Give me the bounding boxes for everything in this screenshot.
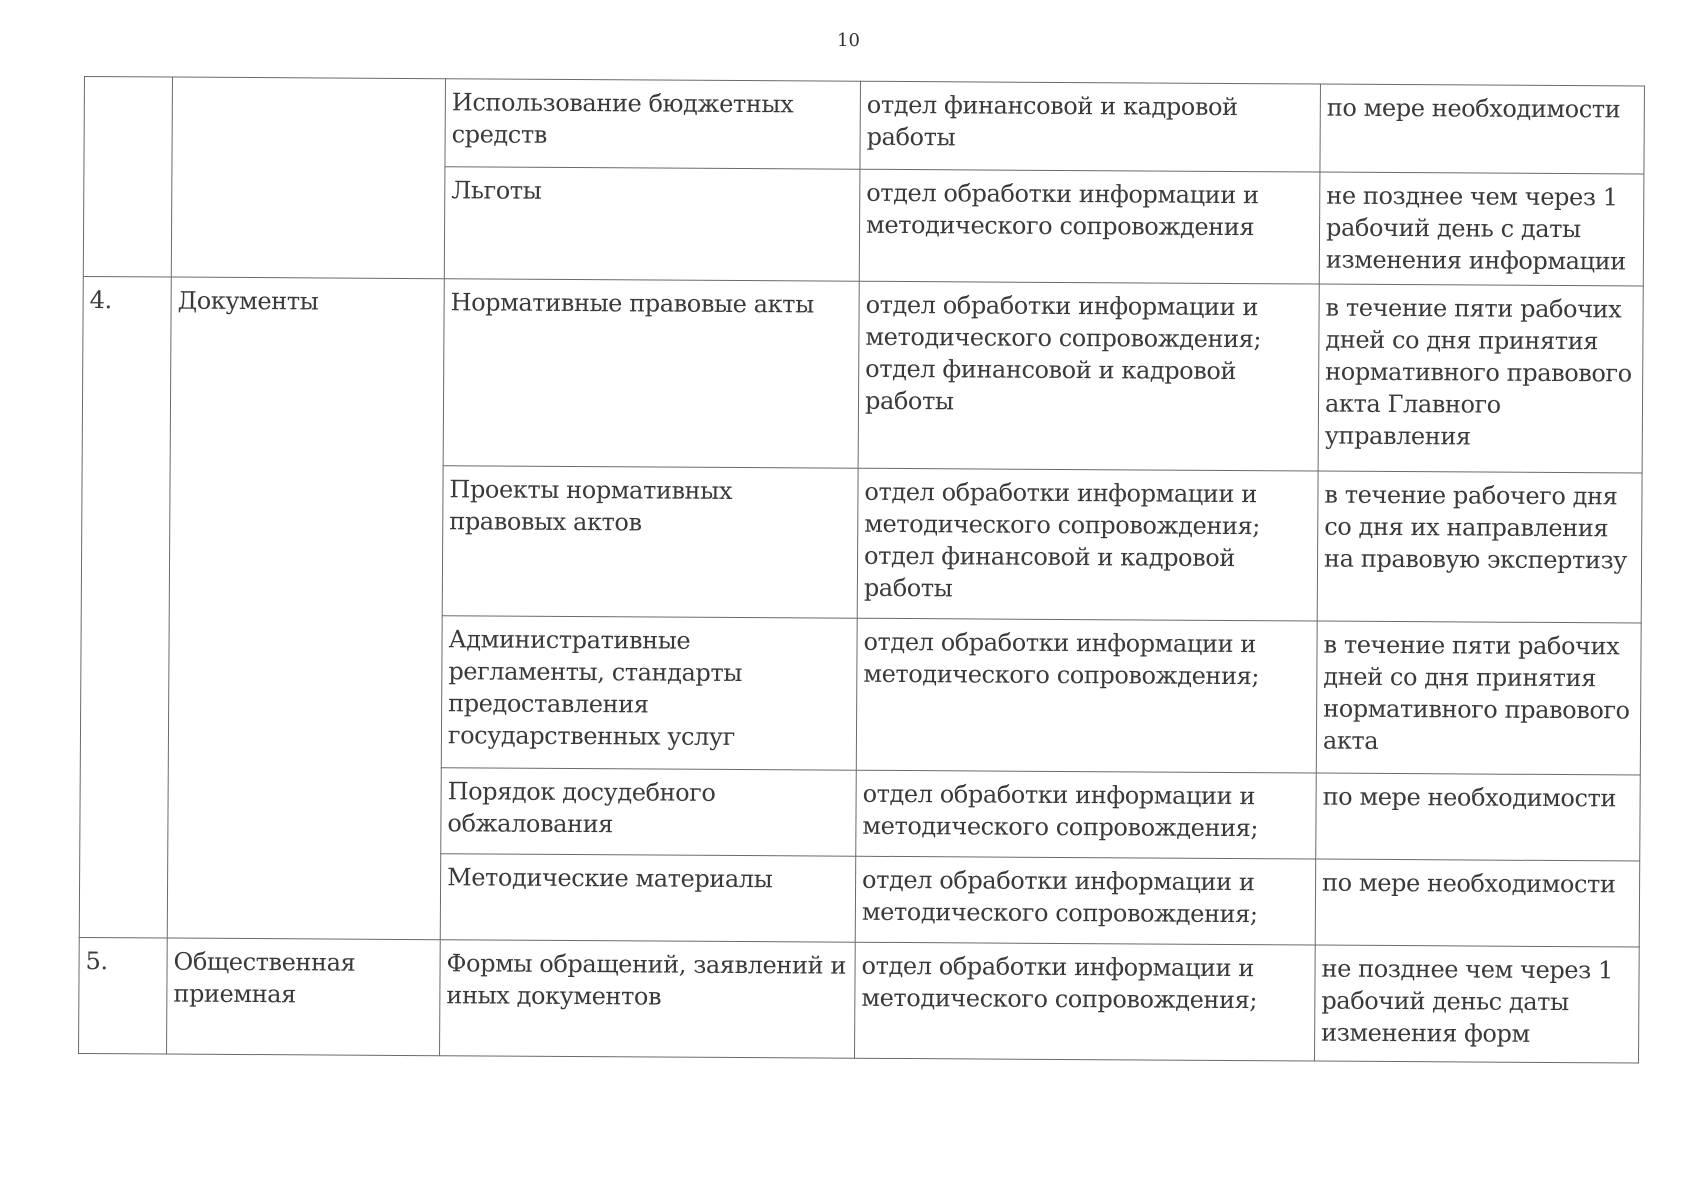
responsible-cell: отдел обработки информации и методического сопровождения; отдел финансовой и кадровой работы [857,468,1318,621]
term-cell: не позднее чем через 1 рабочий день с даты изменения информации [1319,172,1644,286]
term-cell: по мере необходимости [1315,859,1640,947]
responsible-cell: отдел обработки информации и методического сопровождения; [856,770,1317,859]
item-cell: Административные регламенты, стандарты предоставления государственных услуг [441,616,857,771]
section-cell [171,77,445,279]
term-cell: по мере необходимости [1316,773,1641,861]
number-cell: 5. [79,937,168,1054]
table-row [82,276,1643,473]
term-cell: по мере необходимости [1320,84,1645,174]
term-cell: в течение рабочего дня со дня их направления на правовую экспертизу [1317,471,1642,623]
item-cell: Порядок досудебного обжалования [441,768,857,857]
item-cell: Формы обращений, заявлений и иных документов [440,940,856,1059]
item-cell: Льготы [444,167,860,282]
item-cell: Использование бюджетных средств [445,79,861,170]
term-cell: в течение пяти рабочих дней со дня принятия нормативного правового акта Главного управления [1318,284,1643,473]
responsible-cell: отдел обработки информации и методического сопровождения; [855,856,1316,945]
item-cell: Проекты нормативных правовых актов [442,466,858,619]
table-row [84,77,1645,175]
responsible-cell: отдел обработки информации и методического сопровождения [859,169,1320,284]
number-cell: 4. [79,276,171,938]
responsible-cell: отдел обработки информации и методического сопровождения; [856,618,1317,773]
table-row [79,937,1640,1063]
responsible-cell: отдел обработки информации и методического сопровождения; [855,942,1316,1061]
term-cell: в течение пяти рабочих дней со дня принятия нормативного правового акта [1316,621,1641,775]
section-cell: Документы [167,277,444,940]
item-cell: Методические материалы [440,854,856,943]
term-cell: не позднее чем через 1 рабочий деньс даты изменения форм [1315,945,1640,1063]
responsible-cell: отдел обработки информации и методического сопровождения; отдел финансовой и кадровой работы [858,281,1319,471]
content-table [78,76,1645,1064]
page-number: 10 [837,30,860,51]
document-scan [78,76,1645,1064]
item-cell: Нормативные правовые акты [443,279,859,469]
number-cell [83,77,172,278]
section-cell: Общественная приемная [167,938,441,1056]
responsible-cell: отдел финансовой и кадровой работы [860,81,1321,172]
